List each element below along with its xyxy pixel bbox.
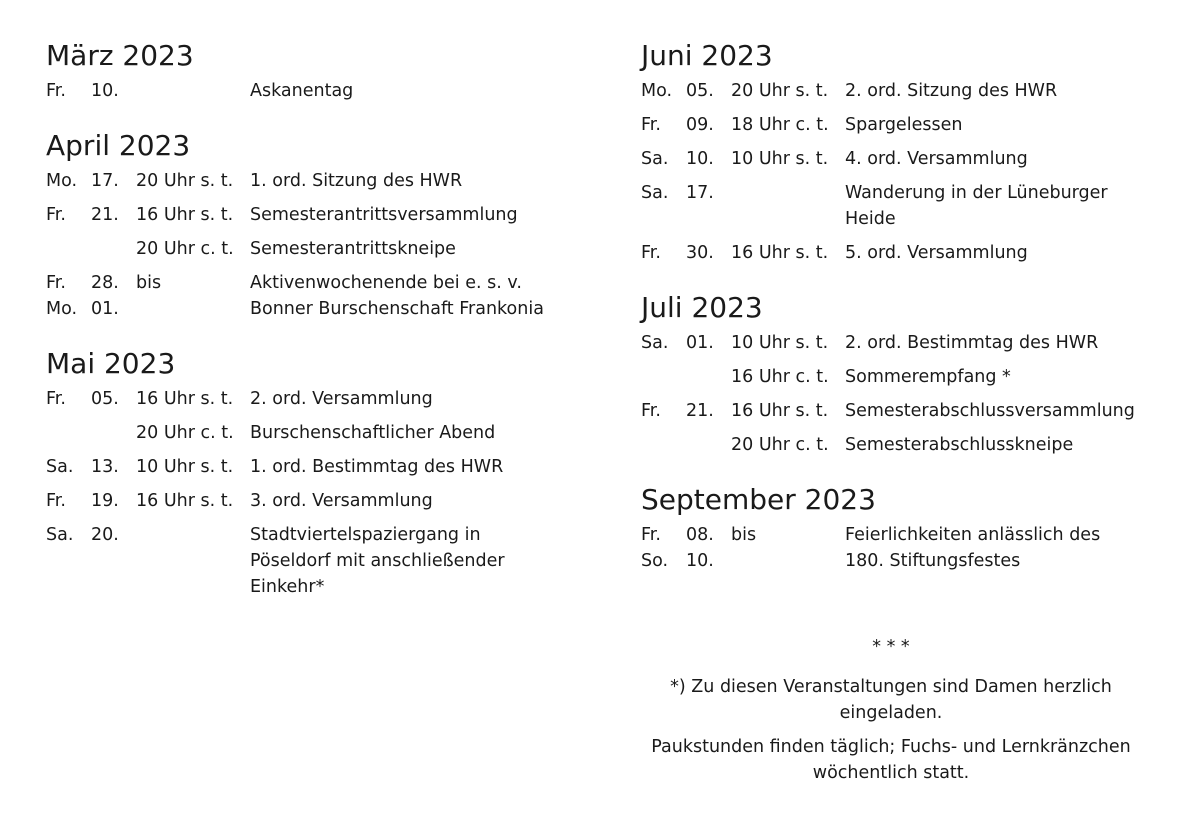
event-time: 20 Uhr s. t. xyxy=(136,171,234,191)
event-date: 21. xyxy=(686,401,714,421)
event-day: Fr. Mo. xyxy=(46,273,78,319)
event-description: Semesterantrittskneipe xyxy=(250,239,456,259)
event-row xyxy=(641,112,1151,138)
event-row xyxy=(46,168,586,194)
event-date: 19. xyxy=(91,491,119,511)
event-row xyxy=(46,202,586,228)
event-date xyxy=(91,236,136,262)
event-row xyxy=(641,330,1151,356)
event-description: Semesterantrittsversammlung xyxy=(250,205,518,225)
event-time: bis xyxy=(731,525,757,545)
event-time: 16 Uhr s. t. xyxy=(731,401,829,421)
event-description: Stadtviertelspaziergang in Pöseldorf mit anschließender Einkehr* xyxy=(250,525,505,597)
month-title: Mai 2023 xyxy=(46,347,176,380)
event-date: 10. xyxy=(91,81,119,101)
month-section xyxy=(46,128,586,322)
event-day xyxy=(641,364,686,390)
event-row xyxy=(641,240,1151,266)
event-time xyxy=(136,522,250,600)
event-date: 28. 01. xyxy=(91,273,119,319)
footnote-paukstunden: Paukstunden finden täglich; Fuchs- und Lernkränzchen wöchentlich statt. xyxy=(651,737,1131,783)
month-title: September 2023 xyxy=(641,483,876,516)
event-date: 05. xyxy=(686,81,714,101)
event-time: 20 Uhr c. t. xyxy=(136,239,234,259)
event-date: 09. xyxy=(686,115,714,135)
event-day: Mo. xyxy=(46,171,78,191)
event-day: Fr. xyxy=(46,491,66,511)
event-day: Sa. xyxy=(641,183,669,203)
event-description: Wanderung in der Lüneburger Heide xyxy=(845,183,1108,229)
event-row xyxy=(46,454,586,480)
event-row xyxy=(46,522,586,600)
event-day: Sa. xyxy=(46,525,74,545)
event-day: Sa. xyxy=(641,149,669,169)
event-row xyxy=(641,432,1151,458)
event-time: 16 Uhr c. t. xyxy=(731,367,829,387)
event-date: 20. xyxy=(91,525,119,545)
event-description: Semesterabschlussversammlung xyxy=(845,401,1135,421)
event-row xyxy=(46,78,586,104)
event-description: 3. ord. Versammlung xyxy=(250,491,433,511)
event-row xyxy=(641,180,1151,232)
event-row xyxy=(46,270,586,322)
month-section xyxy=(46,346,586,600)
event-description: 2. ord. Bestimmtag des HWR xyxy=(845,333,1099,353)
event-date: 05. xyxy=(91,389,119,409)
separator-stars: * * * xyxy=(872,637,910,657)
event-row xyxy=(46,420,586,446)
event-row xyxy=(46,488,586,514)
event-day: Fr. xyxy=(641,243,661,263)
event-description: Spargelessen xyxy=(845,115,963,135)
event-day: Mo. xyxy=(641,81,673,101)
event-time: 16 Uhr s. t. xyxy=(136,205,234,225)
event-day: Fr. xyxy=(46,81,66,101)
event-time: bis xyxy=(136,273,162,293)
event-date: 30. xyxy=(686,243,714,263)
event-date: 10. xyxy=(686,149,714,169)
event-row xyxy=(641,364,1151,390)
event-time: 20 Uhr c. t. xyxy=(731,435,829,455)
footnote-ladies: *) Zu diesen Veranstaltungen sind Damen herzlich eingeladen. xyxy=(670,677,1112,723)
event-row xyxy=(46,386,586,412)
month-section xyxy=(641,290,1151,458)
event-date xyxy=(686,364,731,390)
event-date xyxy=(91,420,136,446)
event-day: Fr. xyxy=(641,115,661,135)
month-title: April 2023 xyxy=(46,129,191,162)
event-description: 1. ord. Sitzung des HWR xyxy=(250,171,463,191)
event-date xyxy=(686,432,731,458)
event-day: Fr. xyxy=(46,389,66,409)
event-day: Sa. xyxy=(641,333,669,353)
event-time: 16 Uhr s. t. xyxy=(136,389,234,409)
event-time: 10 Uhr s. t. xyxy=(136,457,234,477)
month-title: Juli 2023 xyxy=(641,291,763,324)
event-day xyxy=(641,432,686,458)
left-column xyxy=(46,38,586,624)
month-section xyxy=(641,38,1151,266)
event-description: 2. ord. Versammlung xyxy=(250,389,433,409)
event-row xyxy=(641,522,1151,574)
event-row xyxy=(641,146,1151,172)
event-description: Aktivenwochenende bei e. s. v. Bonner Burschenschaft Frankonia xyxy=(250,273,544,319)
event-date: 21. xyxy=(91,205,119,225)
event-time xyxy=(731,180,845,232)
event-day: Fr. xyxy=(46,205,66,225)
event-day xyxy=(46,236,91,262)
event-description: Burschenschaftlicher Abend xyxy=(250,423,496,443)
month-section xyxy=(641,482,1151,574)
event-date: 01. xyxy=(686,333,714,353)
event-time: 10 Uhr s. t. xyxy=(731,333,829,353)
event-date: 17. xyxy=(686,183,714,203)
event-day: Fr. xyxy=(641,401,661,421)
month-section xyxy=(46,38,586,104)
event-time xyxy=(136,78,250,104)
event-time: 20 Uhr s. t. xyxy=(731,81,829,101)
event-description: 4. ord. Versammlung xyxy=(845,149,1028,169)
event-date: 08. 10. xyxy=(686,525,714,571)
event-description: Askanentag xyxy=(250,81,354,101)
month-title: Juni 2023 xyxy=(641,39,773,72)
event-day xyxy=(46,420,91,446)
event-time: 16 Uhr s. t. xyxy=(731,243,829,263)
event-time: 18 Uhr c. t. xyxy=(731,115,829,135)
event-row xyxy=(641,398,1151,424)
event-description: Sommerempfang * xyxy=(845,367,1011,387)
event-description: 2. ord. Sitzung des HWR xyxy=(845,81,1058,101)
event-date: 13. xyxy=(91,457,119,477)
event-row xyxy=(641,78,1151,104)
event-time: 16 Uhr s. t. xyxy=(136,491,234,511)
event-description: Feierlichkeiten anlässlich des 180. Stiftungsfestes xyxy=(845,525,1101,571)
event-description: Semesterabschlusskneipe xyxy=(845,435,1074,455)
event-date: 17. xyxy=(91,171,119,191)
event-day: Fr. So. xyxy=(641,525,669,571)
event-day: Sa. xyxy=(46,457,74,477)
event-time: 20 Uhr c. t. xyxy=(136,423,234,443)
month-title: März 2023 xyxy=(46,39,194,72)
event-time: 10 Uhr s. t. xyxy=(731,149,829,169)
footer xyxy=(641,634,1141,794)
event-description: 1. ord. Bestimmtag des HWR xyxy=(250,457,504,477)
event-row xyxy=(46,236,586,262)
right-column xyxy=(641,38,1151,598)
event-description: 5. ord. Versammlung xyxy=(845,243,1028,263)
